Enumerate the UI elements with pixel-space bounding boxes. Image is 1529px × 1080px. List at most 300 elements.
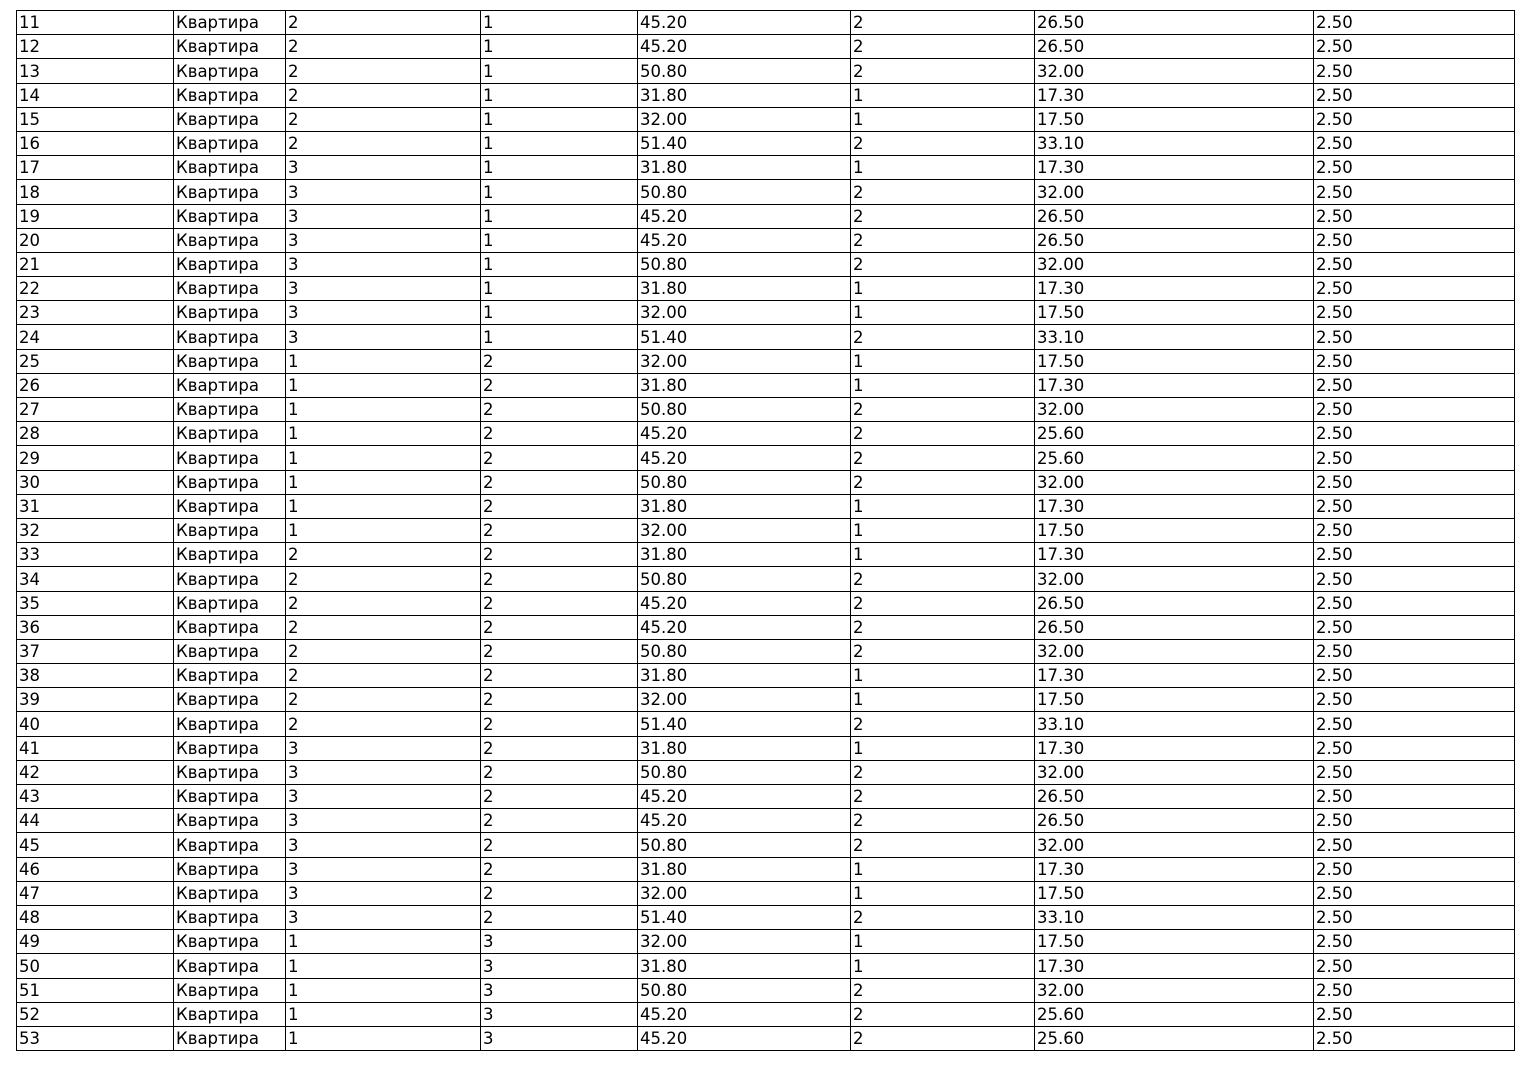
apartment-number-cell: 11 <box>17 11 174 35</box>
rooms-cell: 3 <box>286 204 481 228</box>
total-area-cell: 45.20 <box>638 228 851 252</box>
room-count-cell: 2 <box>851 833 1035 857</box>
section-cell: 2 <box>481 373 638 397</box>
room-count-cell: 1 <box>851 349 1035 373</box>
apartment-number-cell: 13 <box>17 59 174 83</box>
section-cell: 1 <box>481 83 638 107</box>
living-area-cell: 17.50 <box>1035 107 1314 131</box>
premises-type-cell: Квартира <box>174 712 286 736</box>
total-area-cell: 50.80 <box>638 833 851 857</box>
room-count-cell: 2 <box>851 35 1035 59</box>
living-area-cell: 32.00 <box>1035 833 1314 857</box>
room-count-cell: 1 <box>851 930 1035 954</box>
section-cell: 1 <box>481 204 638 228</box>
living-area-cell: 33.10 <box>1035 905 1314 929</box>
rooms-cell: 2 <box>286 664 481 688</box>
table-row <box>17 398 1515 422</box>
rooms-cell: 2 <box>286 615 481 639</box>
table-row <box>17 301 1515 325</box>
rooms-cell: 3 <box>286 252 481 276</box>
living-area-cell: 17.50 <box>1035 301 1314 325</box>
rooms-cell: 2 <box>286 591 481 615</box>
apartment-number-cell: 18 <box>17 180 174 204</box>
table-row <box>17 905 1515 929</box>
section-cell: 3 <box>481 954 638 978</box>
ceiling-height-cell: 2.50 <box>1314 688 1515 712</box>
section-cell: 2 <box>481 543 638 567</box>
rooms-cell: 3 <box>286 857 481 881</box>
room-count-cell: 1 <box>851 688 1035 712</box>
apartment-number-cell: 47 <box>17 881 174 905</box>
living-area-cell: 26.50 <box>1035 615 1314 639</box>
room-count-cell: 2 <box>851 422 1035 446</box>
room-count-cell: 2 <box>851 1026 1035 1050</box>
rooms-cell: 2 <box>286 712 481 736</box>
premises-type-cell: Квартира <box>174 978 286 1002</box>
premises-type-cell: Квартира <box>174 180 286 204</box>
section-cell: 1 <box>481 107 638 131</box>
ceiling-height-cell: 2.50 <box>1314 615 1515 639</box>
rooms-cell: 2 <box>286 107 481 131</box>
living-area-cell: 26.50 <box>1035 591 1314 615</box>
apartment-number-cell: 46 <box>17 857 174 881</box>
section-cell: 2 <box>481 422 638 446</box>
ceiling-height-cell: 2.50 <box>1314 11 1515 35</box>
ceiling-height-cell: 2.50 <box>1314 664 1515 688</box>
rooms-cell: 2 <box>286 83 481 107</box>
ceiling-height-cell: 2.50 <box>1314 349 1515 373</box>
table-row <box>17 615 1515 639</box>
ceiling-height-cell: 2.50 <box>1314 785 1515 809</box>
ceiling-height-cell: 2.50 <box>1314 131 1515 155</box>
premises-type-cell: Квартира <box>174 615 286 639</box>
rooms-cell: 1 <box>286 446 481 470</box>
ceiling-height-cell: 2.50 <box>1314 180 1515 204</box>
room-count-cell: 1 <box>851 736 1035 760</box>
rooms-cell: 2 <box>286 688 481 712</box>
section-cell: 2 <box>481 664 638 688</box>
rooms-cell: 3 <box>286 228 481 252</box>
ceiling-height-cell: 2.50 <box>1314 107 1515 131</box>
room-count-cell: 1 <box>851 83 1035 107</box>
premises-type-cell: Квартира <box>174 59 286 83</box>
ceiling-height-cell: 2.50 <box>1314 398 1515 422</box>
table-row <box>17 156 1515 180</box>
living-area-cell: 32.00 <box>1035 398 1314 422</box>
section-cell: 2 <box>481 591 638 615</box>
apartment-number-cell: 20 <box>17 228 174 252</box>
premises-type-cell: Квартира <box>174 905 286 929</box>
room-count-cell: 2 <box>851 180 1035 204</box>
table-row <box>17 833 1515 857</box>
table-row <box>17 1002 1515 1026</box>
room-count-cell: 2 <box>851 567 1035 591</box>
apartment-number-cell: 41 <box>17 736 174 760</box>
room-count-cell: 1 <box>851 857 1035 881</box>
apartment-number-cell: 30 <box>17 470 174 494</box>
room-count-cell: 2 <box>851 59 1035 83</box>
room-count-cell: 1 <box>851 543 1035 567</box>
apartment-number-cell: 23 <box>17 301 174 325</box>
living-area-cell: 17.30 <box>1035 156 1314 180</box>
table-row <box>17 1026 1515 1050</box>
apartment-number-cell: 45 <box>17 833 174 857</box>
premises-type-cell: Квартира <box>174 809 286 833</box>
room-count-cell: 2 <box>851 591 1035 615</box>
premises-type-cell: Квартира <box>174 301 286 325</box>
room-count-cell: 2 <box>851 615 1035 639</box>
apartment-number-cell: 27 <box>17 398 174 422</box>
ceiling-height-cell: 2.50 <box>1314 809 1515 833</box>
apartment-number-cell: 31 <box>17 494 174 518</box>
section-cell: 2 <box>481 615 638 639</box>
total-area-cell: 31.80 <box>638 543 851 567</box>
premises-type-cell: Квартира <box>174 833 286 857</box>
rooms-cell: 3 <box>286 180 481 204</box>
room-count-cell: 2 <box>851 398 1035 422</box>
table-row <box>17 83 1515 107</box>
section-cell: 2 <box>481 905 638 929</box>
table-row <box>17 470 1515 494</box>
room-count-cell: 2 <box>851 228 1035 252</box>
rooms-cell: 3 <box>286 881 481 905</box>
room-count-cell: 2 <box>851 204 1035 228</box>
section-cell: 2 <box>481 785 638 809</box>
apartment-number-cell: 42 <box>17 760 174 784</box>
premises-type-cell: Квартира <box>174 204 286 228</box>
premises-type-cell: Квартира <box>174 543 286 567</box>
total-area-cell: 31.80 <box>638 494 851 518</box>
ceiling-height-cell: 2.50 <box>1314 422 1515 446</box>
living-area-cell: 32.00 <box>1035 470 1314 494</box>
section-cell: 2 <box>481 567 638 591</box>
room-count-cell: 2 <box>851 131 1035 155</box>
total-area-cell: 50.80 <box>638 760 851 784</box>
room-count-cell: 2 <box>851 11 1035 35</box>
premises-type-cell: Квартира <box>174 518 286 542</box>
living-area-cell: 25.60 <box>1035 422 1314 446</box>
section-cell: 3 <box>481 978 638 1002</box>
ceiling-height-cell: 2.50 <box>1314 35 1515 59</box>
ceiling-height-cell: 2.50 <box>1314 978 1515 1002</box>
table-row <box>17 373 1515 397</box>
section-cell: 1 <box>481 301 638 325</box>
room-count-cell: 2 <box>851 470 1035 494</box>
room-count-cell: 1 <box>851 373 1035 397</box>
apartment-number-cell: 12 <box>17 35 174 59</box>
table-row <box>17 131 1515 155</box>
total-area-cell: 50.80 <box>638 639 851 663</box>
ceiling-height-cell: 2.50 <box>1314 881 1515 905</box>
total-area-cell: 32.00 <box>638 107 851 131</box>
living-area-cell: 26.50 <box>1035 11 1314 35</box>
table-row <box>17 59 1515 83</box>
rooms-cell: 1 <box>286 494 481 518</box>
rooms-cell: 2 <box>286 11 481 35</box>
table-row <box>17 349 1515 373</box>
apartment-number-cell: 53 <box>17 1026 174 1050</box>
living-area-cell: 17.30 <box>1035 494 1314 518</box>
table-row <box>17 639 1515 663</box>
room-count-cell: 1 <box>851 277 1035 301</box>
rooms-cell: 1 <box>286 518 481 542</box>
section-cell: 2 <box>481 712 638 736</box>
table-row <box>17 591 1515 615</box>
apartment-number-cell: 38 <box>17 664 174 688</box>
total-area-cell: 45.20 <box>638 11 851 35</box>
ceiling-height-cell: 2.50 <box>1314 518 1515 542</box>
section-cell: 1 <box>481 277 638 301</box>
ceiling-height-cell: 2.50 <box>1314 639 1515 663</box>
living-area-cell: 17.30 <box>1035 736 1314 760</box>
section-cell: 2 <box>481 881 638 905</box>
room-count-cell: 1 <box>851 881 1035 905</box>
premises-type-cell: Квартира <box>174 83 286 107</box>
living-area-cell: 26.50 <box>1035 809 1314 833</box>
table-row <box>17 760 1515 784</box>
apartment-number-cell: 48 <box>17 905 174 929</box>
section-cell: 3 <box>481 1026 638 1050</box>
section-cell: 2 <box>481 446 638 470</box>
ceiling-height-cell: 2.50 <box>1314 446 1515 470</box>
apartment-number-cell: 50 <box>17 954 174 978</box>
premises-type-cell: Квартира <box>174 736 286 760</box>
table-row <box>17 494 1515 518</box>
rooms-cell: 1 <box>286 1002 481 1026</box>
total-area-cell: 31.80 <box>638 736 851 760</box>
premises-type-cell: Квартира <box>174 35 286 59</box>
room-count-cell: 2 <box>851 785 1035 809</box>
living-area-cell: 17.30 <box>1035 373 1314 397</box>
apartment-number-cell: 14 <box>17 83 174 107</box>
room-count-cell: 2 <box>851 809 1035 833</box>
apartment-number-cell: 37 <box>17 639 174 663</box>
room-count-cell: 2 <box>851 712 1035 736</box>
apartment-number-cell: 36 <box>17 615 174 639</box>
rooms-cell: 1 <box>286 978 481 1002</box>
room-count-cell: 1 <box>851 494 1035 518</box>
total-area-cell: 50.80 <box>638 567 851 591</box>
premises-type-cell: Квартира <box>174 277 286 301</box>
rooms-cell: 2 <box>286 543 481 567</box>
ceiling-height-cell: 2.50 <box>1314 83 1515 107</box>
living-area-cell: 26.50 <box>1035 35 1314 59</box>
table-row <box>17 567 1515 591</box>
total-area-cell: 50.80 <box>638 180 851 204</box>
total-area-cell: 32.00 <box>638 349 851 373</box>
section-cell: 2 <box>481 470 638 494</box>
apartment-number-cell: 16 <box>17 131 174 155</box>
total-area-cell: 31.80 <box>638 857 851 881</box>
total-area-cell: 31.80 <box>638 664 851 688</box>
ceiling-height-cell: 2.50 <box>1314 930 1515 954</box>
section-cell: 1 <box>481 35 638 59</box>
premises-type-cell: Квартира <box>174 1002 286 1026</box>
table-row <box>17 325 1515 349</box>
rooms-cell: 2 <box>286 567 481 591</box>
ceiling-height-cell: 2.50 <box>1314 494 1515 518</box>
section-cell: 2 <box>481 833 638 857</box>
living-area-cell: 32.00 <box>1035 978 1314 1002</box>
rooms-cell: 3 <box>286 809 481 833</box>
rooms-cell: 1 <box>286 954 481 978</box>
apartment-number-cell: 15 <box>17 107 174 131</box>
total-area-cell: 50.80 <box>638 470 851 494</box>
apartment-number-cell: 33 <box>17 543 174 567</box>
ceiling-height-cell: 2.50 <box>1314 1002 1515 1026</box>
total-area-cell: 32.00 <box>638 881 851 905</box>
table-row <box>17 11 1515 35</box>
total-area-cell: 31.80 <box>638 954 851 978</box>
living-area-cell: 25.60 <box>1035 1026 1314 1050</box>
section-cell: 2 <box>481 809 638 833</box>
premises-type-cell: Квартира <box>174 398 286 422</box>
section-cell: 2 <box>481 518 638 542</box>
premises-type-cell: Квартира <box>174 760 286 784</box>
ceiling-height-cell: 2.50 <box>1314 252 1515 276</box>
table-row <box>17 35 1515 59</box>
table-row <box>17 107 1515 131</box>
rooms-cell: 1 <box>286 930 481 954</box>
total-area-cell: 45.20 <box>638 615 851 639</box>
rooms-cell: 3 <box>286 156 481 180</box>
rooms-cell: 2 <box>286 131 481 155</box>
table-row <box>17 688 1515 712</box>
total-area-cell: 51.40 <box>638 131 851 155</box>
table-row <box>17 712 1515 736</box>
premises-type-cell: Квартира <box>174 446 286 470</box>
rooms-cell: 3 <box>286 736 481 760</box>
total-area-cell: 45.20 <box>638 446 851 470</box>
living-area-cell: 32.00 <box>1035 639 1314 663</box>
premises-type-cell: Квартира <box>174 567 286 591</box>
ceiling-height-cell: 2.50 <box>1314 301 1515 325</box>
living-area-cell: 26.50 <box>1035 204 1314 228</box>
rooms-cell: 3 <box>286 785 481 809</box>
section-cell: 2 <box>481 494 638 518</box>
room-count-cell: 1 <box>851 107 1035 131</box>
apartment-number-cell: 21 <box>17 252 174 276</box>
apartment-number-cell: 25 <box>17 349 174 373</box>
table-row <box>17 277 1515 301</box>
living-area-cell: 33.10 <box>1035 131 1314 155</box>
section-cell: 1 <box>481 228 638 252</box>
rooms-cell: 3 <box>286 325 481 349</box>
total-area-cell: 50.80 <box>638 398 851 422</box>
living-area-cell: 17.30 <box>1035 857 1314 881</box>
rooms-cell: 3 <box>286 301 481 325</box>
total-area-cell: 31.80 <box>638 83 851 107</box>
living-area-cell: 17.50 <box>1035 349 1314 373</box>
table-row <box>17 930 1515 954</box>
total-area-cell: 45.20 <box>638 591 851 615</box>
premises-type-cell: Квартира <box>174 156 286 180</box>
ceiling-height-cell: 2.50 <box>1314 712 1515 736</box>
apartment-number-cell: 22 <box>17 277 174 301</box>
premises-type-cell: Квартира <box>174 349 286 373</box>
ceiling-height-cell: 2.50 <box>1314 954 1515 978</box>
room-count-cell: 2 <box>851 905 1035 929</box>
section-cell: 1 <box>481 156 638 180</box>
premises-type-cell: Квартира <box>174 107 286 131</box>
apartment-number-cell: 39 <box>17 688 174 712</box>
rooms-cell: 1 <box>286 373 481 397</box>
total-area-cell: 45.20 <box>638 1026 851 1050</box>
total-area-cell: 32.00 <box>638 301 851 325</box>
table-body <box>17 11 1515 1051</box>
premises-type-cell: Квартира <box>174 11 286 35</box>
section-cell: 3 <box>481 1002 638 1026</box>
room-count-cell: 2 <box>851 252 1035 276</box>
living-area-cell: 32.00 <box>1035 567 1314 591</box>
ceiling-height-cell: 2.50 <box>1314 857 1515 881</box>
table-row <box>17 543 1515 567</box>
apartments-table <box>16 10 1515 1051</box>
apartment-number-cell: 44 <box>17 809 174 833</box>
living-area-cell: 32.00 <box>1035 760 1314 784</box>
apartment-number-cell: 34 <box>17 567 174 591</box>
premises-type-cell: Квартира <box>174 785 286 809</box>
living-area-cell: 17.30 <box>1035 277 1314 301</box>
premises-type-cell: Квартира <box>174 954 286 978</box>
section-cell: 2 <box>481 857 638 881</box>
living-area-cell: 26.50 <box>1035 785 1314 809</box>
table-row <box>17 446 1515 470</box>
premises-type-cell: Квартира <box>174 857 286 881</box>
rooms-cell: 1 <box>286 398 481 422</box>
table-row <box>17 785 1515 809</box>
ceiling-height-cell: 2.50 <box>1314 470 1515 494</box>
ceiling-height-cell: 2.50 <box>1314 204 1515 228</box>
total-area-cell: 45.20 <box>638 809 851 833</box>
premises-type-cell: Квартира <box>174 131 286 155</box>
apartment-number-cell: 29 <box>17 446 174 470</box>
table-row <box>17 857 1515 881</box>
living-area-cell: 17.50 <box>1035 881 1314 905</box>
apartment-number-cell: 17 <box>17 156 174 180</box>
total-area-cell: 45.20 <box>638 35 851 59</box>
premises-type-cell: Квартира <box>174 470 286 494</box>
ceiling-height-cell: 2.50 <box>1314 373 1515 397</box>
room-count-cell: 2 <box>851 325 1035 349</box>
living-area-cell: 25.60 <box>1035 446 1314 470</box>
total-area-cell: 31.80 <box>638 373 851 397</box>
room-count-cell: 1 <box>851 156 1035 180</box>
total-area-cell: 31.80 <box>638 156 851 180</box>
table-row <box>17 736 1515 760</box>
section-cell: 2 <box>481 760 638 784</box>
living-area-cell: 17.30 <box>1035 664 1314 688</box>
table-row <box>17 518 1515 542</box>
premises-type-cell: Квартира <box>174 930 286 954</box>
total-area-cell: 45.20 <box>638 422 851 446</box>
living-area-cell: 17.50 <box>1035 930 1314 954</box>
rooms-cell: 3 <box>286 905 481 929</box>
room-count-cell: 1 <box>851 518 1035 542</box>
room-count-cell: 2 <box>851 1002 1035 1026</box>
apartment-number-cell: 19 <box>17 204 174 228</box>
apartment-number-cell: 28 <box>17 422 174 446</box>
total-area-cell: 51.40 <box>638 905 851 929</box>
table-row <box>17 881 1515 905</box>
living-area-cell: 32.00 <box>1035 252 1314 276</box>
section-cell: 2 <box>481 349 638 373</box>
rooms-cell: 2 <box>286 59 481 83</box>
living-area-cell: 25.60 <box>1035 1002 1314 1026</box>
apartment-number-cell: 40 <box>17 712 174 736</box>
ceiling-height-cell: 2.50 <box>1314 325 1515 349</box>
table-row <box>17 954 1515 978</box>
